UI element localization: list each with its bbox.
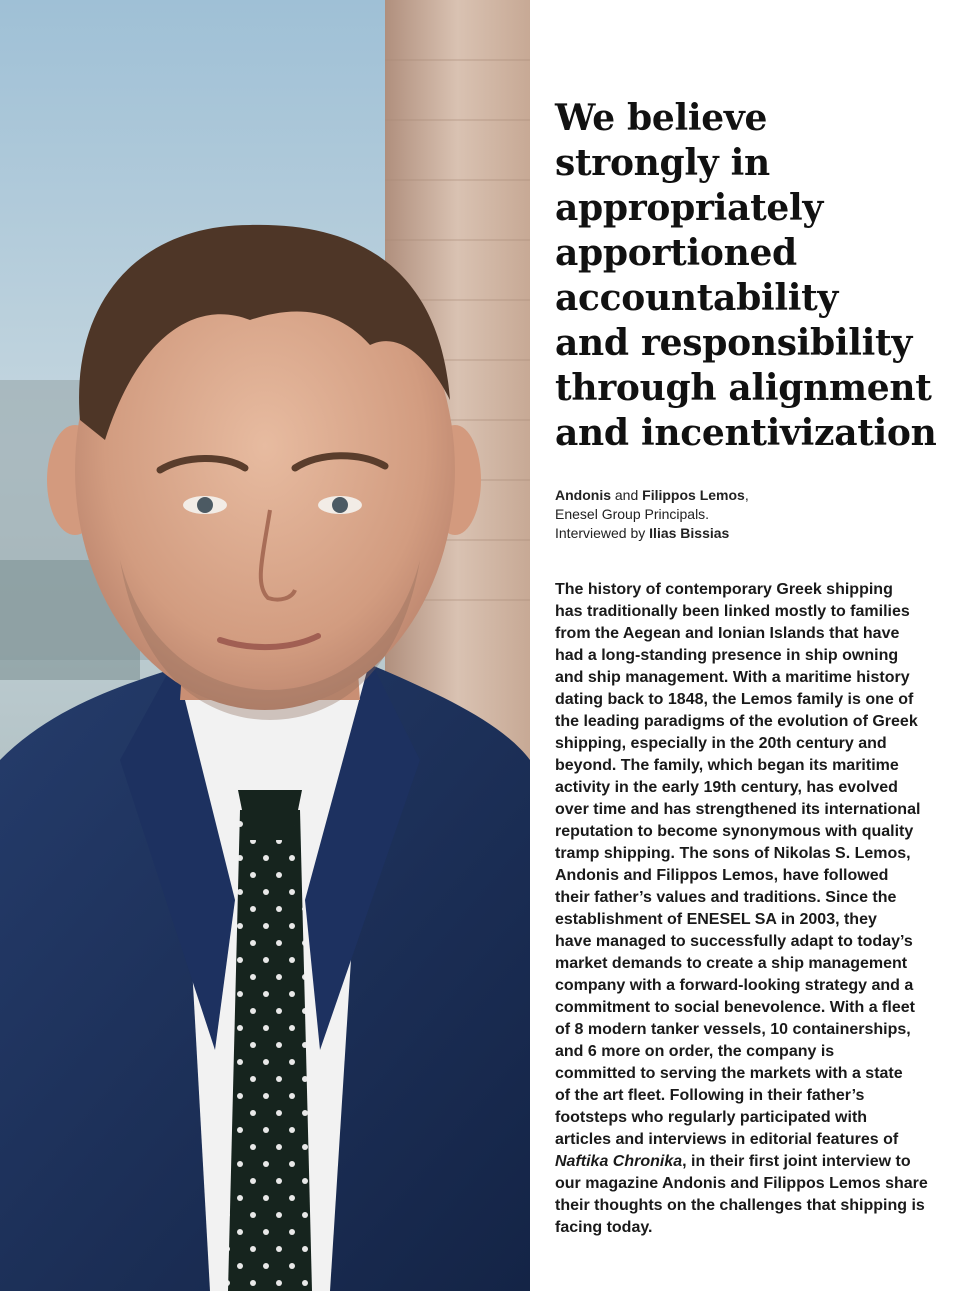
headline-line: through alignment [555,367,932,409]
headline-line: appropriately [555,187,824,229]
byline [555,486,960,543]
article-line: activity in the early 19th century, has evolved [555,779,898,796]
tie [228,810,312,1291]
headline [555,96,960,456]
article-line: from the Aegean and Ionian Islands that have [555,625,900,642]
article-line: our magazine Andonis and Filippos Lemos share [555,1175,928,1192]
article-line: of the art fleet. Following in their father’s [555,1087,865,1104]
article-line: market demands to create a ship management [555,955,908,972]
article-line: reputation to become synonymous with quality [555,823,914,840]
article-line: and ship management. With a maritime history [555,669,910,686]
article-line: dating back to 1848, the Lemos family is one of [555,691,914,708]
article-line: committed to serving the markets with a state [555,1065,903,1082]
article-line: shipping, especially in the 20th century and [555,735,887,752]
article-line: the leading paradigms of the evolution of Greek [555,713,918,730]
byline-role: Enesel Group Principals. [555,506,710,522]
headline-line: apportioned [555,232,797,274]
headline-line: strongly in [555,142,770,184]
headline-line: and responsibility [555,322,912,364]
headline-line: accountability [555,277,839,319]
article-line: Andonis and Filippos Lemos, have followed [555,867,889,884]
byline-names: Andonis and Filippos Lemos, [555,487,749,503]
article-line: and 6 more on order, the company is [555,1043,835,1060]
article-line: tramp shipping. The sons of Nikolas S. Lemos, [555,845,911,862]
article-line: have managed to successfully adapt to today’s [555,933,913,950]
article-line: beyond. The family, which began its maritime [555,757,899,774]
magazine-title: Naftika Chronika [555,1153,683,1170]
article-intro [555,579,960,1239]
article-line: has traditionally been linked mostly to families [555,603,910,620]
article-line: their thoughts on the challenges that shipping is [555,1197,925,1214]
headline-line: We believe [555,97,768,139]
article-line: commitment to social benevolence. With a fleet [555,999,915,1016]
article-line-with-title: Naftika Chronika, in their first joint interview to [555,1153,911,1170]
article-line: footsteps who regularly participated with [555,1109,868,1126]
article-line: company with a forward-looking strategy and a [555,977,914,994]
article-line: facing today. [555,1219,653,1236]
article-line: establishment of ENESEL SA in 2003, they [555,911,877,928]
article-line: of 8 modern tanker vessels, 10 containerships, [555,1021,911,1038]
byline-interviewer: Interviewed by Ilias Bissias [555,525,730,541]
article-line: had a long-standing presence in ship owning [555,647,899,664]
article-line: articles and interviews in editorial features of [555,1131,899,1148]
article-column [555,96,960,1239]
article-line: The history of contemporary Greek shipping [555,581,893,598]
article-line: over time and has strengthened its international [555,801,921,818]
article-line: their father’s values and traditions. Since the [555,889,897,906]
headline-line: and incentivization [555,412,937,454]
